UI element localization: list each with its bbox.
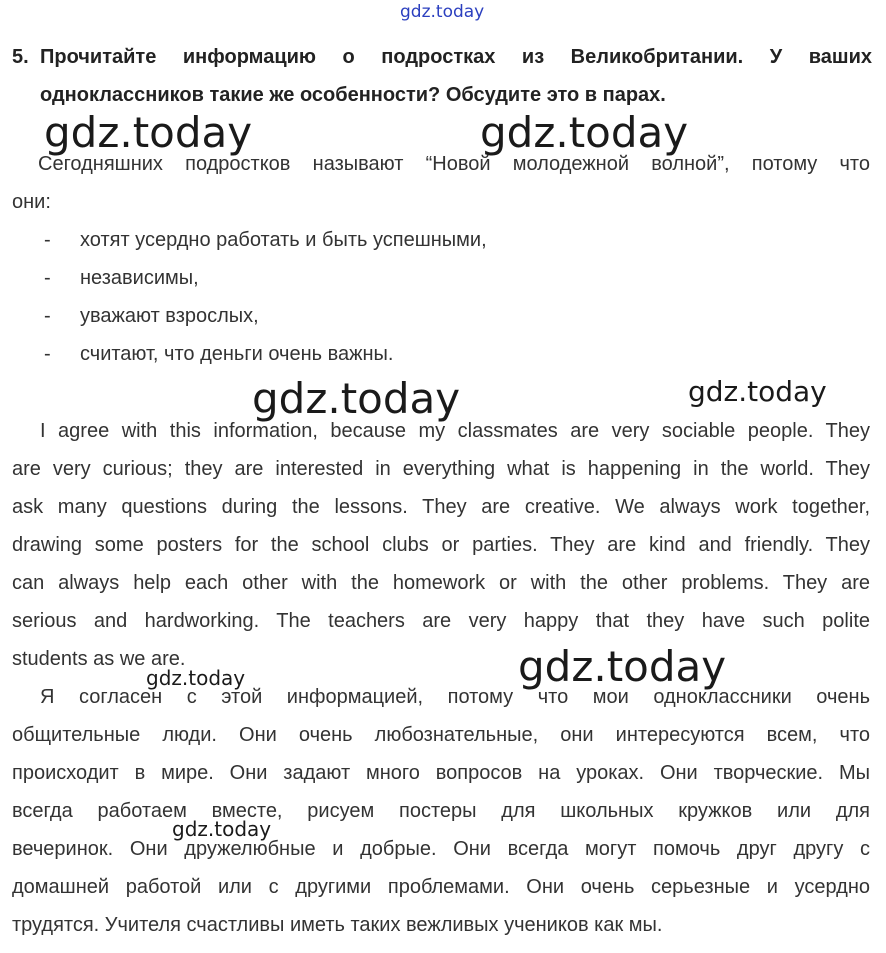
text-line: can always help each other with the homework or with the other problems. They are bbox=[12, 572, 870, 594]
watermark: gdz.today bbox=[518, 642, 727, 691]
text-line: drawing some posters for the school clubs or parties. They are kind and friendly. They bbox=[12, 534, 870, 556]
bullet-dash: - bbox=[44, 229, 51, 251]
bullet-dash: - bbox=[44, 267, 51, 289]
watermark: gdz.today bbox=[688, 375, 827, 408]
bullet-list bbox=[44, 221, 487, 373]
english-paragraph bbox=[12, 412, 870, 678]
bullet-dash: - bbox=[44, 343, 51, 365]
text-line: Сегодняшних подростков называют “Новой молодежной волной”, потому что bbox=[38, 153, 870, 175]
task-line: одноклассников такие же особенности? Обсудите это в парах. bbox=[40, 84, 666, 106]
bullet-dash: - bbox=[44, 305, 51, 327]
watermark: gdz.today bbox=[172, 817, 272, 841]
text-line: трудятся. Учителя счастливы иметь таких вежливых учеников как мы. bbox=[12, 914, 663, 936]
text-line: всегда работаем вместе, рисуем постеры для школьных кружков или для bbox=[12, 800, 870, 822]
text-line: происходит в мире. Они задают много вопросов на уроках. Они творческие. Мы bbox=[12, 762, 870, 784]
watermark: gdz.today bbox=[44, 108, 253, 157]
task-number: 5. bbox=[12, 46, 29, 68]
list-item-text: считают, что деньги очень важны. bbox=[80, 343, 394, 365]
text-line: вечеринок. Они дружелюбные и добрые. Они всегда могут помочь друг другу с bbox=[12, 838, 870, 860]
watermark: gdz.today bbox=[252, 374, 461, 423]
text-line: serious and hardworking. The teachers are very happy that they have such polite bbox=[12, 610, 870, 632]
list-item bbox=[44, 297, 487, 335]
task-heading bbox=[12, 38, 872, 114]
task-line: Прочитайте информацию о подростках из Великобритании. У ваших bbox=[40, 46, 872, 68]
text-line: students as we are. bbox=[12, 648, 186, 670]
watermark-top: gdz.today bbox=[400, 2, 485, 22]
list-item bbox=[44, 221, 487, 259]
list-item-text: хотят усердно работать и быть успешными, bbox=[80, 229, 487, 251]
text-line: Я согласен с этой информацией, потому что мои одноклассники очень bbox=[40, 686, 870, 708]
text-line: I agree with this information, because my classmates are very sociable people. They bbox=[40, 420, 870, 442]
list-item bbox=[44, 259, 487, 297]
list-item bbox=[44, 335, 487, 373]
list-item-text: независимы, bbox=[80, 267, 199, 289]
watermark: gdz.today bbox=[480, 108, 689, 157]
russian-paragraph bbox=[12, 678, 870, 944]
text-line: are very curious; they are interested in everything what is happening in the world. They bbox=[12, 458, 870, 480]
text-line: ask many questions during the lessons. They are creative. We always work together, bbox=[12, 496, 870, 518]
text-line: общительные люди. Они очень любознательные, они интересуются всем, что bbox=[12, 724, 870, 746]
watermark: gdz.today bbox=[146, 666, 246, 690]
text-line: они: bbox=[12, 191, 51, 213]
text-line: домашней работой или с другими проблемами. Они очень серьезные и усердно bbox=[12, 876, 870, 898]
intro-paragraph bbox=[38, 145, 870, 183]
list-item-text: уважают взрослых, bbox=[80, 305, 259, 327]
intro-paragraph-cont bbox=[12, 183, 870, 221]
